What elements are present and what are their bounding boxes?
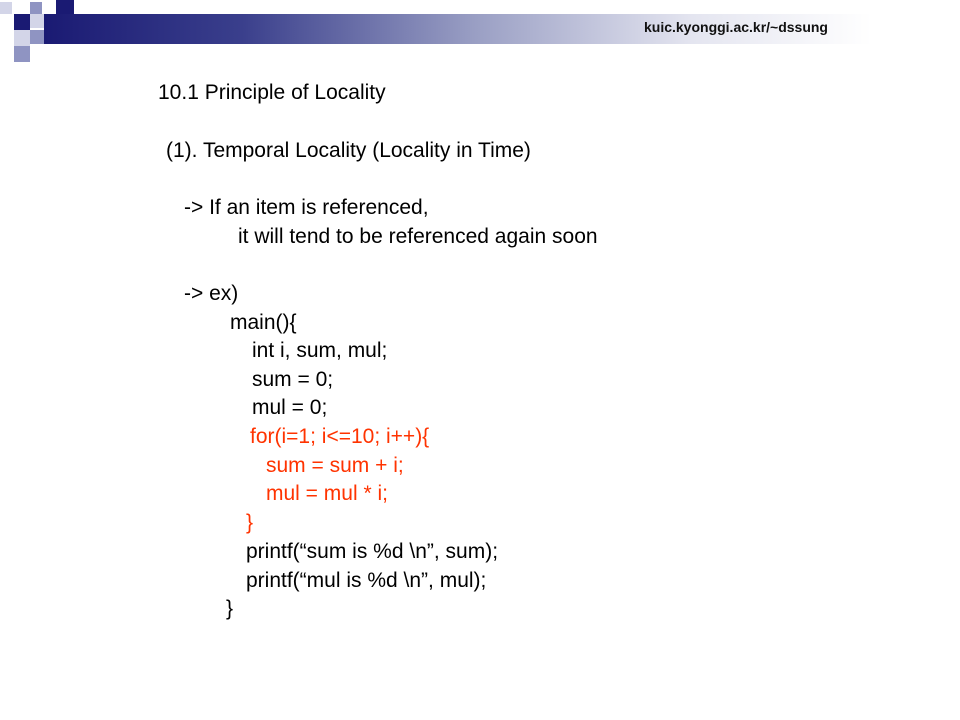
slide-title: 10.1 Principle of Locality bbox=[158, 81, 386, 104]
corner-square-navy-1 bbox=[14, 14, 30, 30]
point1-line1: -> If an item is referenced, bbox=[184, 196, 429, 219]
code-line-for: for(i=1; i<=10; i++){ bbox=[250, 425, 430, 448]
code-line-mul-init: mul = 0; bbox=[252, 396, 328, 419]
corner-square-light-3 bbox=[0, 2, 12, 14]
corner-square-slate-2 bbox=[30, 30, 44, 44]
point1-line2: it will tend to be referenced again soon bbox=[238, 225, 598, 248]
point2: -> ex) bbox=[184, 282, 239, 305]
code-line-for-close: } bbox=[246, 511, 254, 534]
code-line-mul-update: mul = mul * i; bbox=[266, 482, 388, 505]
slide-subtitle: (1). Temporal Locality (Locality in Time) bbox=[166, 139, 531, 162]
corner-square-light-2 bbox=[14, 30, 30, 46]
code-line-main-close: } bbox=[226, 597, 234, 620]
code-line-main: main(){ bbox=[230, 311, 297, 334]
code-line-decl: int i, sum, mul; bbox=[252, 339, 388, 362]
code-line-sum-update: sum = sum + i; bbox=[266, 454, 404, 477]
code-line-printf-mul: printf(“mul is %d \n”, mul); bbox=[246, 569, 487, 592]
code-line-printf-sum: printf(“sum is %d \n”, sum); bbox=[246, 540, 499, 563]
header-url: kuic.kyonggi.ac.kr/~dssung bbox=[643, 19, 828, 35]
code-line-sum-init: sum = 0; bbox=[252, 368, 334, 391]
corner-square-slate-3 bbox=[14, 46, 30, 62]
corner-square-slate-1 bbox=[30, 2, 42, 14]
corner-square-light-1 bbox=[30, 14, 44, 28]
